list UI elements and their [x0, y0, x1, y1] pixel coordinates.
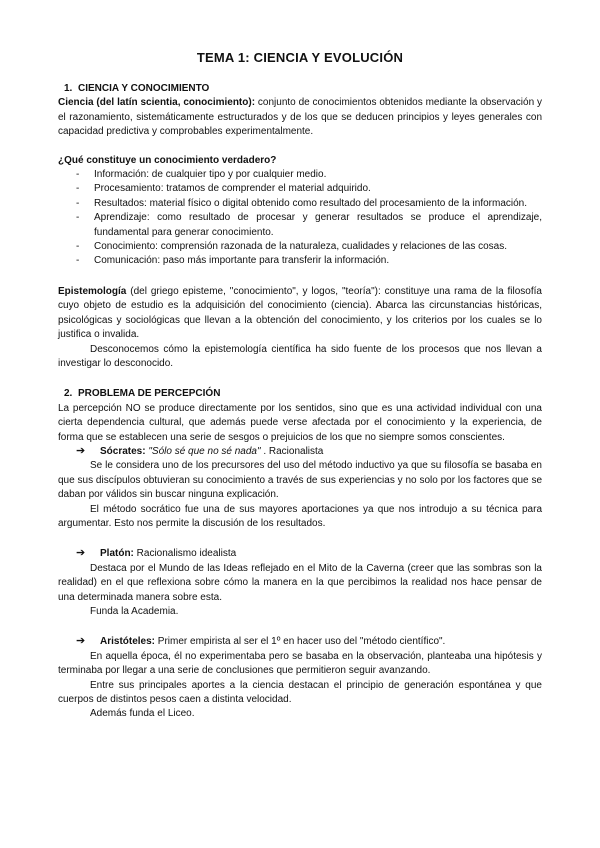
platon-paragraph-2: Funda la Academia. [90, 606, 179, 617]
section-number: 1. [64, 83, 73, 94]
arrow-icon: ➔ [76, 635, 86, 648]
platon-paragraph-1: Destaca por el Mundo de las Ideas reflejado en el Mito de la Caverna (creer que las sombras son la realidad) en el que reflexiona sobre cómo la manera en la que percibimos la realidad nos hace pensar de una determinada manera sobre esta. [58, 562, 542, 603]
perception-intro: La percepción NO se produce directamente por los sentidos, sino que es una actividad individual con una cierta dependencia cultural, que además puede verse afectada por el conocimiento y la experiencia, de forma que se establecen una serie de sesgos o prejuicios de los que no siempre somos conscientes. [58, 402, 542, 443]
arrow-icon: ➔ [76, 547, 86, 560]
list-item: - Resultados: material físico o digital obtenido como resultado del procesamiento de la información. [76, 197, 528, 209]
section-heading-text: PROBLEMA DE PERCEPCIÓN [78, 388, 221, 400]
section-number: 2. [64, 388, 73, 400]
socrates-heading: ➔ Sócrates: "Sólo sé que no sé nada" . Racionalista [76, 444, 324, 457]
list-item: - Comunicación: paso más importante para transferir la información. [76, 255, 390, 267]
socrates-paragraph-1: Se le considera uno de los precursores del uso del método inductivo ya que su filosofía se basaba en que sus discípulos obtuvieran su conocimiento a través de sus experiencias y no solo por los factores que se daban por válidos sin buscar ninguna explicación. [58, 460, 542, 501]
platon-heading: ➔ Platón: Racionalismo idealista [76, 547, 237, 560]
aristoteles-paragraph-3: Además funda el Liceo. [90, 708, 195, 720]
aristoteles-paragraph-1: En aquella época, él no experimentaba pero se basaba en la observación, planteaba una hipótesis y terminaba por llegar a una serie de conclusiones que permitieron seguir avanzando. [58, 650, 542, 677]
list-item: - Procesamiento: tratamos de comprender el material adquirido. [76, 183, 371, 195]
epistemology-paragraph: Epistemología (del griego episteme, "conocimiento", y logos, "teoría"): constituye una rama de la filosofía cuyo objeto de estudio es la adquisición del conocimiento (ciencia). Abarca las circunstancias históricas, psicológicas y sociológicas que llevan a la obtención del conocimiento, y los criterios por los cuales se lo justifica o invalida. [58, 285, 542, 341]
socrates-paragraph-2: El método socrático fue una de sus mayores aportaciones ya que nos introdujo a su técnica para argumentar. Esto nos permite la discusión de los resultados. [58, 503, 542, 529]
definition-term: Ciencia (del latín scientia, conocimiento): [58, 97, 256, 109]
arrow-icon: ➔ [76, 444, 86, 457]
aristoteles-heading: ➔ Aristóteles: Primer empirista al ser el 1º en hacer uso del "método científico". [76, 635, 446, 648]
knowledge-question: ¿Qué constituye un conocimiento verdadero? [58, 154, 277, 166]
knowledge-list [58, 168, 542, 269]
epistemology-paragraph-2: Desconocemos cómo la epistemología científica ha sido fuente de los procesos que nos llevan a investigar lo desconocido. [58, 343, 542, 369]
section-heading-text: CIENCIA Y CONOCIMIENTO [78, 83, 210, 94]
list-item: - Conocimiento: comprensión razonada de la naturaleza, cualidades y relaciones de las cosas. [76, 241, 508, 253]
document-title: TEMA 1: CIENCIA Y EVOLUCIÓN [196, 50, 404, 65]
ciencia-definition [58, 96, 542, 139]
epistemology-term: Epistemología [58, 285, 127, 297]
document-body [58, 82, 542, 722]
list-item: - Aprendizaje: como resultado de procesar y generar resultados se produce el aprendizaje, fundamental para generar conocimiento. [76, 212, 542, 238]
aristoteles-paragraph-2: Entre sus principales aportes a la ciencia destacan el principio de generación espontánea y que cuerpos de distintos pesos caen a distinta velocidad. [58, 679, 542, 706]
section-heading-percepcion [58, 387, 542, 401]
definition-text: conjunto de conocimientos obtenidos mediante la observación y el razonamiento, sistemáticamente estructurados y de los que se deducen principios y leyes generales con capacidad predictiva y comprobables experimentalmente. [58, 97, 542, 138]
section-heading-ciencia [58, 82, 542, 96]
list-item: - Información: de cualquier tipo y por cualquier medio. [76, 169, 327, 181]
